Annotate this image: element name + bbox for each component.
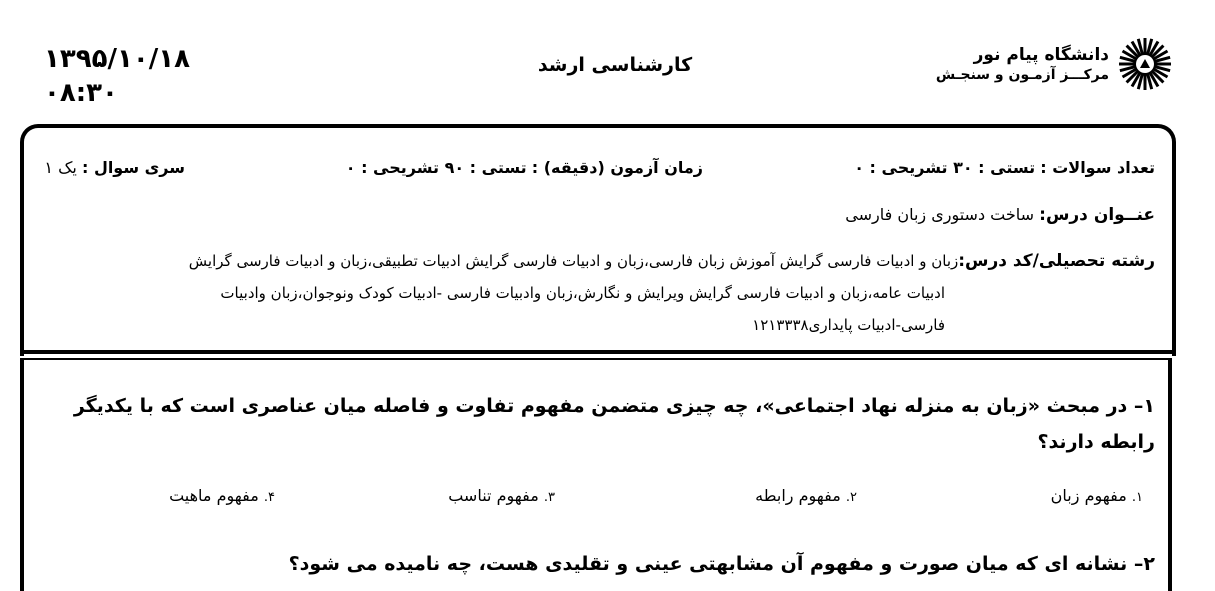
option-number: ۳. [543, 490, 555, 505]
university-name-line1: دانشگاه پیام نور [973, 45, 1109, 65]
exam-time: ۰۸:۳۰ [44, 78, 118, 108]
frame-right-border [1168, 360, 1172, 591]
exam-datetime [44, 42, 190, 110]
exam-duration-value: تستی : ۹۰ تشریحی : ۰ [345, 158, 527, 177]
question-2-number: ۲– [1133, 553, 1155, 575]
question-1-option-3[interactable] [448, 486, 555, 505]
option-text: مفهوم تناسب [448, 486, 539, 505]
course-title-label: عنــوان درس: [1039, 205, 1155, 225]
university-name-line2: مرکـــز آزمـون و سنجـش [935, 67, 1109, 83]
question-2-text: نشانه ای که میان صورت و مفهوم آن مشابهتی عینی و تقلیدی هست، چه نامیده می شود؟ [288, 553, 1128, 575]
course-title [845, 205, 1155, 225]
question-1-text: در مبحث «زبان به منزله نهاد اجتماعی»، چه چیزی متضمن مفهوم تفاوت و فاصله میان عناصری است که با یکدیگر رابطه دارند؟ [73, 395, 1155, 453]
field-line1-text: زبان و ادبیات فارسی گرایش آموزش زبان فارسی،زبان و ادبیات فارسی گرایش ادبیات تطبیقی،زبان و ادبیات فارسی گرایش [188, 252, 959, 270]
info-divider [20, 350, 1172, 360]
exam-date: ۱۳۹۵/۱۰/۱۸ [44, 44, 190, 74]
university-name [936, 45, 1109, 83]
degree-level: کارشناسی ارشد [537, 54, 693, 76]
question-count-label: تعداد سوالات : [1040, 158, 1155, 177]
option-number: ۴. [263, 490, 275, 505]
exam-duration-label: زمان آزمون (دقیقه) : [531, 158, 703, 177]
question-1-option-1[interactable] [1051, 486, 1143, 505]
field-line-3: فارسی-ادبیات پایداری۱۲۱۳۳۳۸ [752, 316, 945, 334]
question-1-option-4[interactable] [169, 486, 275, 505]
sunburst-logo-icon [1117, 36, 1173, 92]
field-of-study [45, 245, 1155, 341]
question-series-label: سری سوال : [81, 158, 185, 177]
question-series-value: یک ۱ [44, 158, 77, 177]
option-text: مفهوم ماهیت [169, 486, 259, 505]
question-1-option-2[interactable] [755, 486, 857, 505]
field-label: رشته تحصیلی/کد درس: [958, 251, 1155, 271]
course-title-value: ساخت دستوری زبان فارسی [845, 205, 1035, 224]
question-2 [45, 546, 1155, 582]
option-number: ۱. [1131, 490, 1143, 505]
question-1 [45, 388, 1155, 460]
university-logo [936, 36, 1173, 92]
question-1-number: ۱– [1133, 395, 1155, 417]
question-count [854, 158, 1155, 177]
option-number: ۲. [845, 490, 857, 505]
exam-duration [346, 158, 703, 177]
question-series [44, 158, 185, 177]
field-line-2: ادبیات عامه،زبان و ادبیات فارسی گرایش ویرایش و نگارش،زبان وادبیات فارسی -ادبیات کودک ونوجوان،زبان وادبیات [220, 284, 945, 302]
field-line-1 [45, 245, 1155, 277]
question-count-value: تستی : ۳۰ تشریحی : ۰ [854, 158, 1036, 177]
option-text: مفهوم رابطه [755, 486, 841, 505]
frame-left-border [20, 360, 24, 591]
option-text: مفهوم زبان [1050, 486, 1127, 505]
